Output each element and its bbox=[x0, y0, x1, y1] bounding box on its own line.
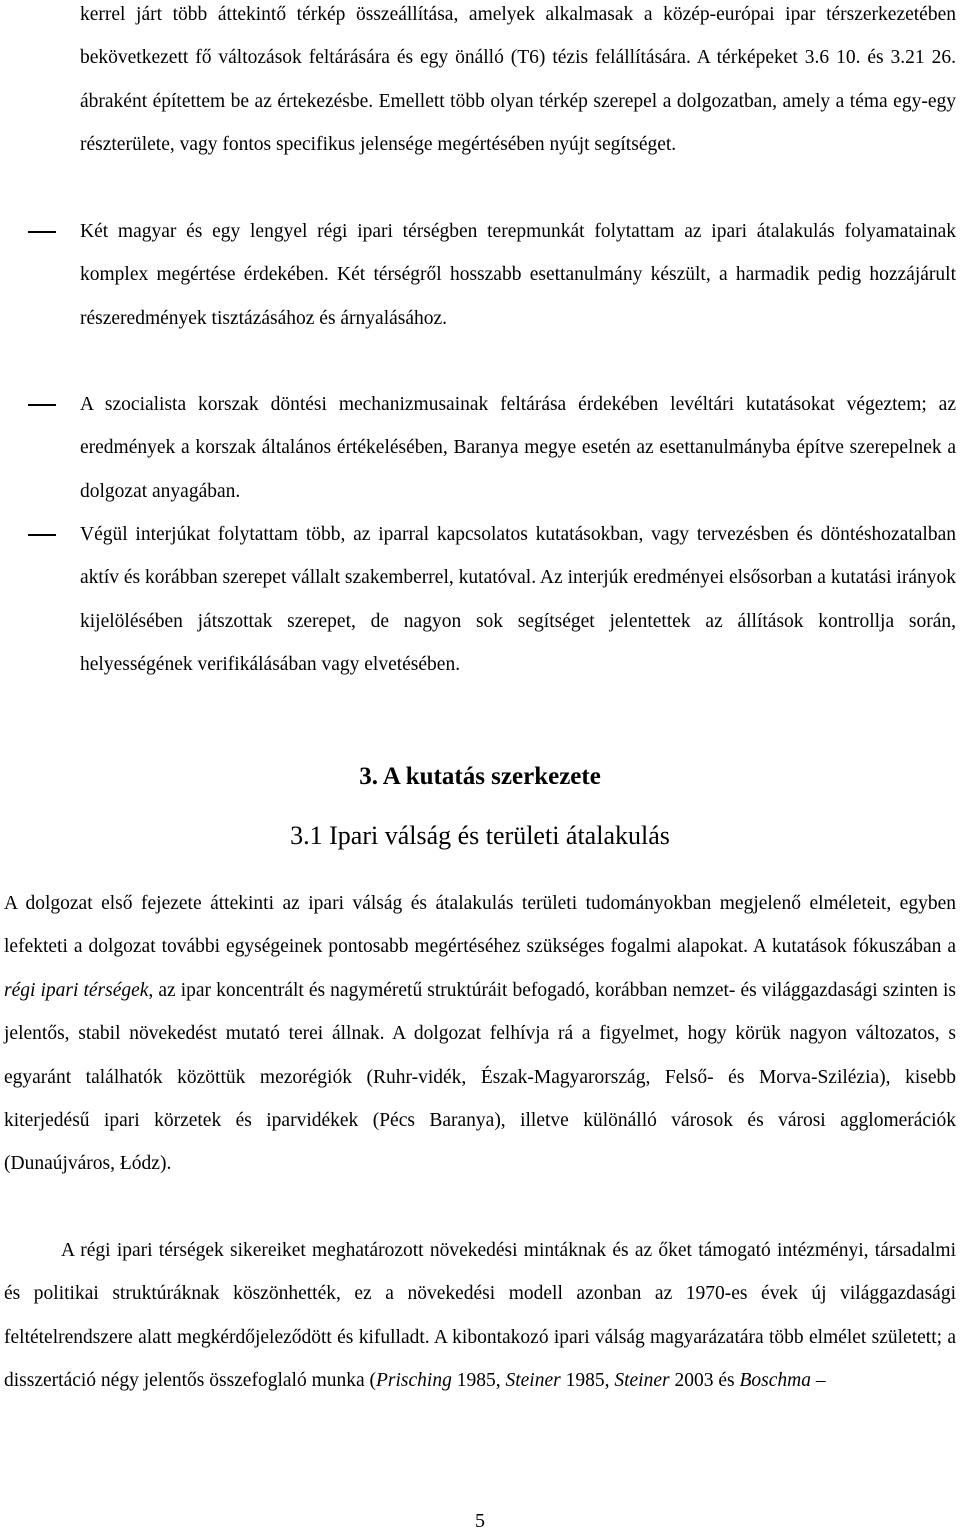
paragraph-text: – bbox=[810, 1370, 826, 1392]
bullet-text: Végül interjúkat folytattam több, az iparral kapcsolatos kutatásokban, vagy tervezésben és döntéshozatalban aktív és korábban szerepet vállalt szakemberrel, kutatóval. Az interjúk eredményei elsősorban a kutatási irányok kijelölésében játszottak szerepet, de nagyon sok segítséget jelentettek az állítások kontrollja során, helyességének verifikálásában vagy elvetésében. bbox=[80, 524, 956, 676]
bullet-text: A szocialista korszak döntési mechanizmusainak feltárása érdekében levéltári kutatásokat végeztem; az eredmények a korszak általános értékelésében, Baranya megye esetén az esettanulmányba építve szerepelnek a dolgozat anyagában. bbox=[80, 394, 956, 502]
paragraph-text: A dolgozat első fejezete áttekinti az ipari válság és átalakulás területi tudományokban megjelenő elméleteit, egyben lefekteti a dolgozat további egységeinek pontosabb megértéséhez szükséges fogalmi alapokat. A kutatások fókuszában a bbox=[4, 893, 956, 958]
citation-author: Boschma bbox=[739, 1370, 811, 1392]
dash-bullet-icon bbox=[28, 404, 56, 406]
italic-term: régi ipari térségek bbox=[4, 979, 149, 1001]
page-number: 5 bbox=[475, 1510, 485, 1532]
chapter-heading: 3. A kutatás szerkezete bbox=[359, 763, 601, 790]
citation-author: Steiner bbox=[505, 1370, 561, 1392]
citation-author: Steiner bbox=[614, 1370, 670, 1392]
dash-bullet-icon bbox=[28, 231, 56, 233]
citation-year: 1985, bbox=[451, 1370, 506, 1392]
citation-year: 1985, bbox=[560, 1370, 615, 1392]
paragraph-text: A régi ipari térségek sikereiket meghatározott növekedési mintáknak és az őket támogató intézményi, társadalmi és politikai struktúráknak köszönhették, ez a növekedési modell azonban az 1970-es évek új világgazdasági feltételrendszere alatt megkérdőjeleződött és kifulladt. A kibontakozó ipari válság magyarázatára több elmélet született; a disszertáció négy jelentős összefoglaló munka ( bbox=[4, 1240, 956, 1392]
citation-author: Prisching bbox=[376, 1370, 452, 1392]
body-paragraph bbox=[4, 1229, 956, 1403]
citation-year: 2003 és bbox=[669, 1370, 740, 1392]
body-paragraph bbox=[4, 882, 956, 1186]
paragraph-text: , az ipar koncentrált és nagyméretű struktúráit befogadó, korábban nemzet- és világgazdasági szinten is jelentős, stabil növekedést mutató terei állnak. A dolgozat felhívja rá a figyelmet, hogy körük nagyon változatos, s egyaránt találhatók közöttük mezorégiók (Ruhr-vidék, Észak-Magyarország, Felső- és Morva-Szilézia), kisebb kiterjedésű ipari körzetek és iparvidékek (Pécs Baranya), illetve különálló városok és városi agglomerációk (Dunaújváros, Łódz). bbox=[4, 979, 956, 1175]
continuation-text: kerrel járt több áttekintő térkép összeállítása, amelyek alkalmasak a közép-európai ipar térszerkezetében bekövetkezett fő változások feltárására és egy önálló (T6) tézis felállítására. A térképeket 3.6 10. és 3.21 26. ábraként építettem be az értekezésbe. Emellett több olyan térkép szerepel a dolgozatban, amely a téma egy-egy részterülete, vagy fontos specifikus jelensége megértésében nyújt segítséget. bbox=[80, 4, 956, 156]
bullet-text: Két magyar és egy lengyel régi ipari térségben terepmunkát folytattam az ipari átalakulás folyamatainak komplex megértése érdekében. Két térségről hosszabb esettanulmány készült, a harmadik pedig hozzájárult részeredmények tisztázásához és árnyalásához. bbox=[80, 221, 956, 329]
dash-bullet-icon bbox=[28, 534, 56, 536]
section-heading: 3.1 Ipari válság és területi átalakulás bbox=[290, 821, 670, 850]
